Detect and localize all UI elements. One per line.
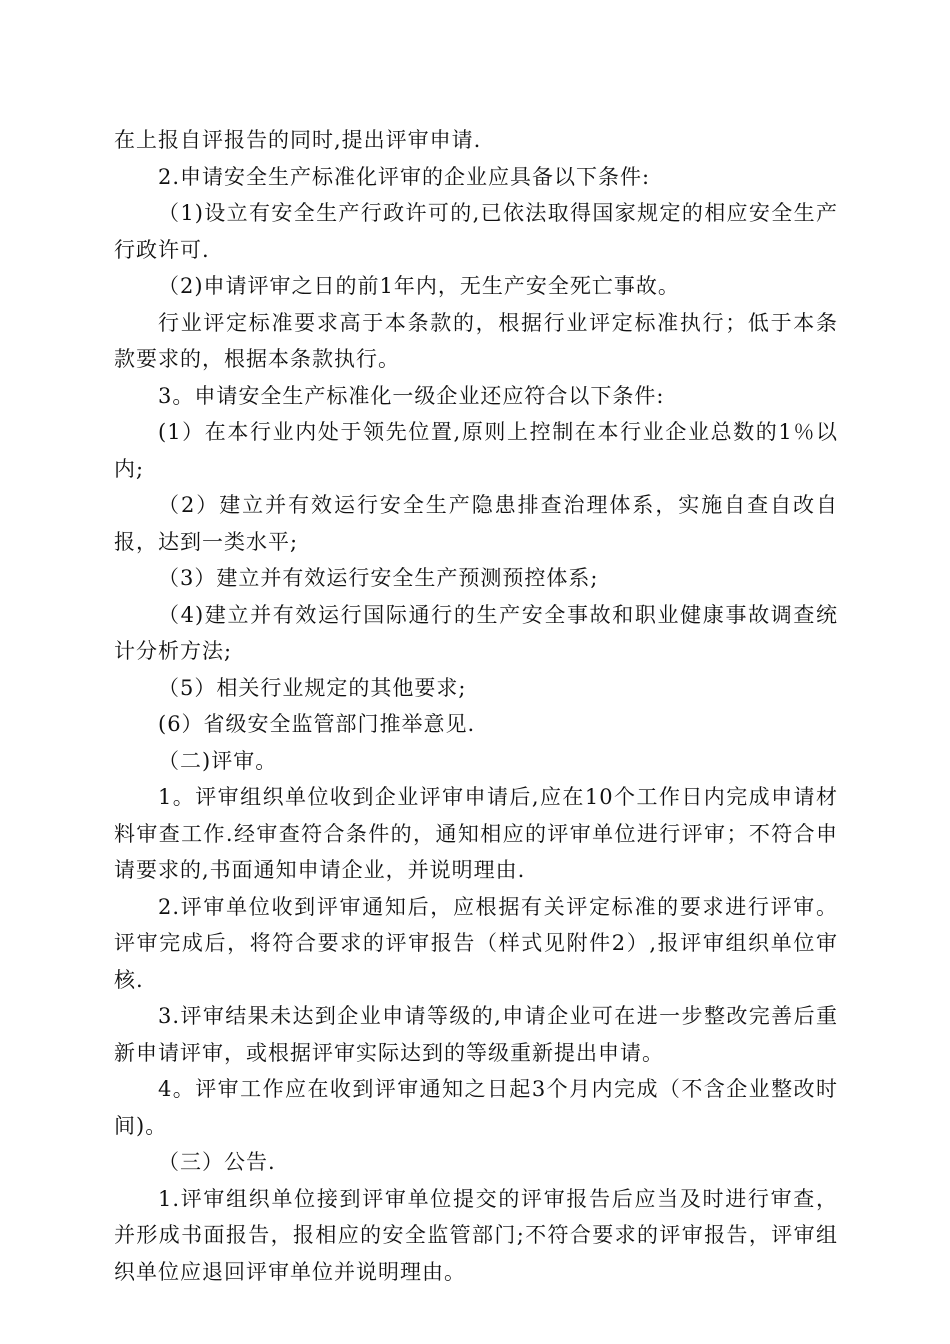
document-page [114,122,838,1290]
paragraph: 2.评审单位收到评审通知后，应根据有关评定标准的要求进行评审。评审完成后，将符合要求的评审报告（样式见附件2）,报评审组织单位审核. [114,894,838,992]
paragraph: 4。评审工作应在收到评审通知之日起3个月内完成（不含企业整改时间)。 [114,1077,838,1138]
paragraph: 1。评审组织单位收到企业评审申请后,应在10个工作日内完成申请材料审查工作.经审查符合条件的，通知相应的评审单位进行评审；不符合申请要求的,书面通知申请企业，并说明理由. [114,785,838,882]
paragraph: （2）建立并有效运行安全生产隐患排查治理体系，实施自查自改自报，达到一类水平; [114,493,838,554]
paragraph: (1）在本行业内处于领先位置,原则上控制在本行业企业总数的1％以内; [114,420,838,481]
paragraph: （2)申请评审之日的前1年内，无生产安全死亡事故。 [158,274,680,298]
paragraph: （3）建立并有效运行安全生产预测预控体系; [158,566,599,590]
section-heading: （三）公告. [158,1150,276,1174]
section-heading: （二)评审。 [158,748,278,773]
paragraph: 1.评审组织单位接到评审单位提交的评审报告后应当及时进行审查，并形成书面报告，报相应的安全监管部门;不符合要求的评审报告，评审组织单位应退回评审单位并说明理由。 [114,1186,838,1284]
paragraph: （4)建立并有效运行国际通行的生产安全事故和职业健康事故调查统计分析方法; [114,602,838,663]
paragraph: (6）省级安全监管部门推举意见. [158,712,476,736]
paragraph: 3.评审结果未达到企业申请等级的,申请企业可在进一步整改完善后重新申请评审，或根据评审实际达到的等级重新提出申请。 [114,1004,838,1065]
paragraph: 2.申请安全生产标准化评审的企业应具备以下条件: [158,164,651,189]
paragraph: 3。申请安全生产标准化一级企业还应符合以下条件: [158,383,665,408]
paragraph: 行业评定标准要求高于本条款的，根据行业评定标准执行；低于本条款要求的，根据本条款执行。 [114,310,838,371]
paragraph: （1)设立有安全生产行政许可的,已依法取得国家规定的相应安全生产行政许可. [114,201,838,262]
paragraph: （5）相关行业规定的其他要求; [158,675,467,700]
paragraph: 在上报自评报告的同时,提出评审申请. [114,128,482,152]
